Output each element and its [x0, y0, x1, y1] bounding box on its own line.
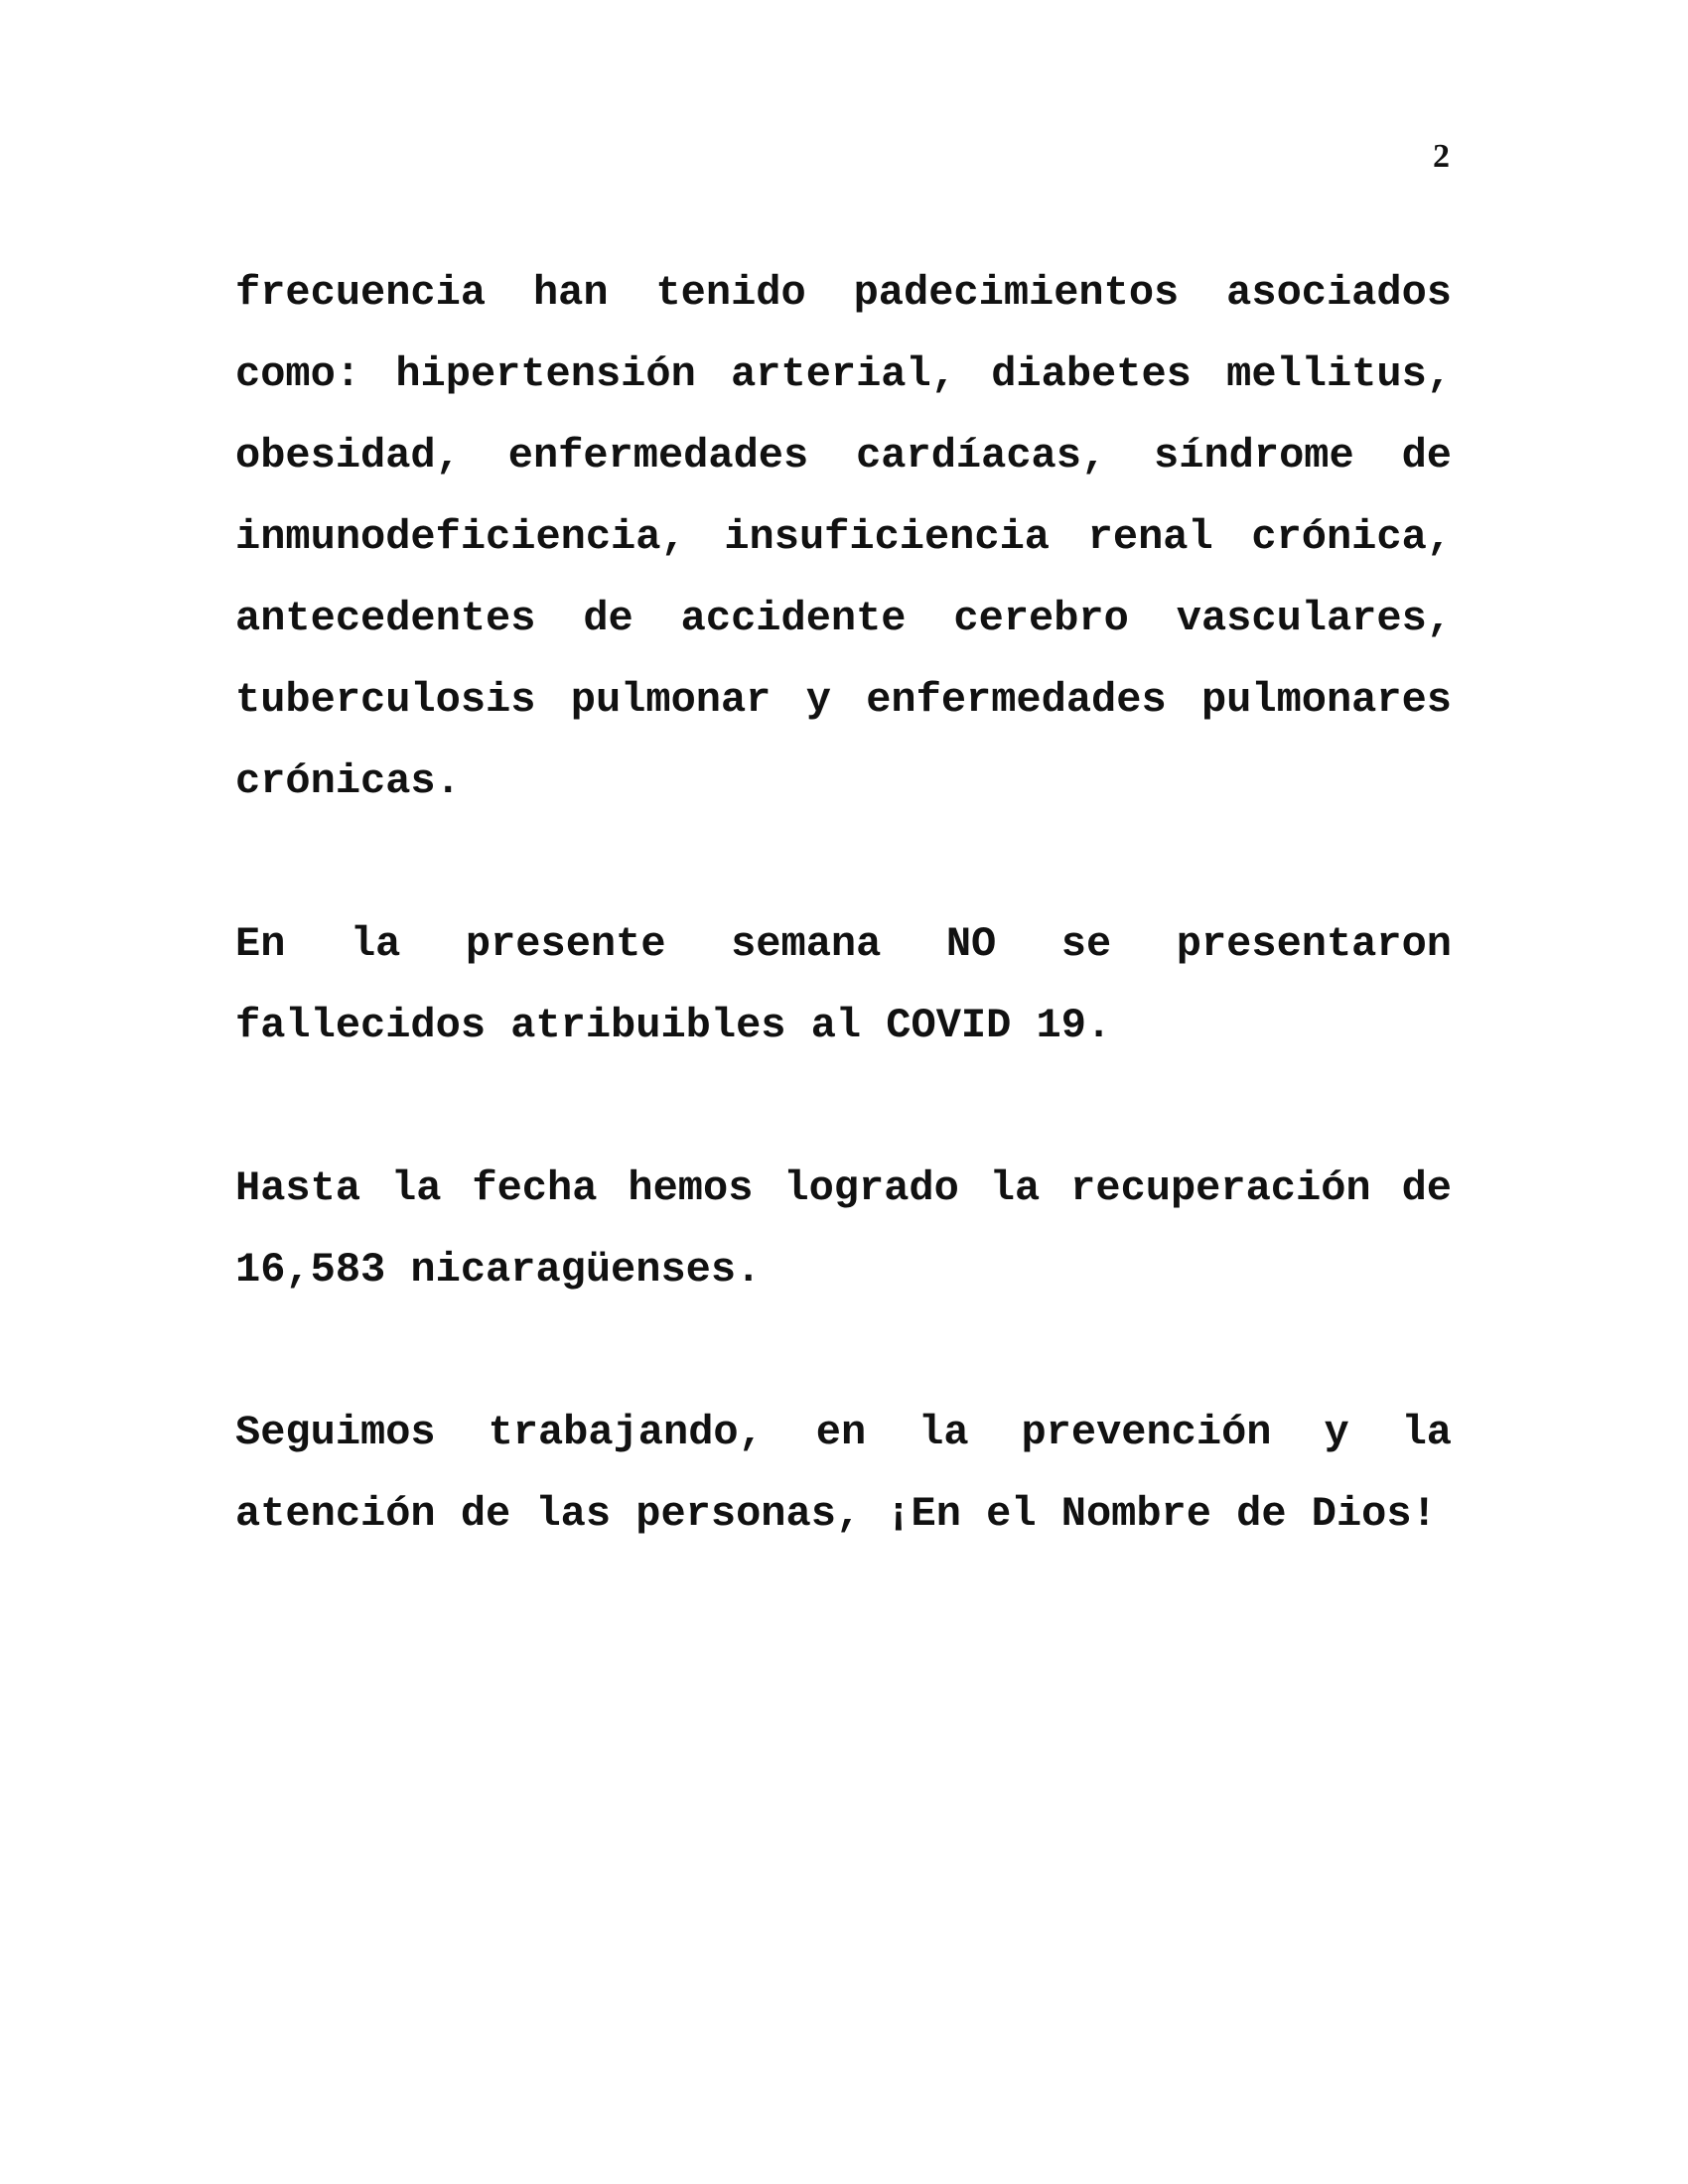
paragraph-recoveries: Hasta la fecha hemos logrado la recuperación de 16,583 nicaragüenses.: [235, 1164, 1452, 1294]
paragraph-closing: Seguimos trabajando, en la prevención y la atención de las personas, ¡En el Nombre de Dios!: [235, 1409, 1452, 1538]
paragraph-comorbidities: frecuencia han tenido padecimientos asociados como: hipertensión arterial, diabetes mellitus, obesidad, enfermedades cardíacas, síndrome de inmunodeficiencia, insuficiencia renal crónica, antecedentes de accidente cerebro vasculares, tuberculosis pulmonar y enfermedades pulmonares crónicas.: [235, 269, 1452, 805]
page-number: 2: [1433, 138, 1450, 175]
document-body: [235, 252, 1452, 1555]
paragraph-deaths: En la presente semana NO se presentaron fallecidos atribuibles al COVID 19.: [235, 920, 1452, 1049]
